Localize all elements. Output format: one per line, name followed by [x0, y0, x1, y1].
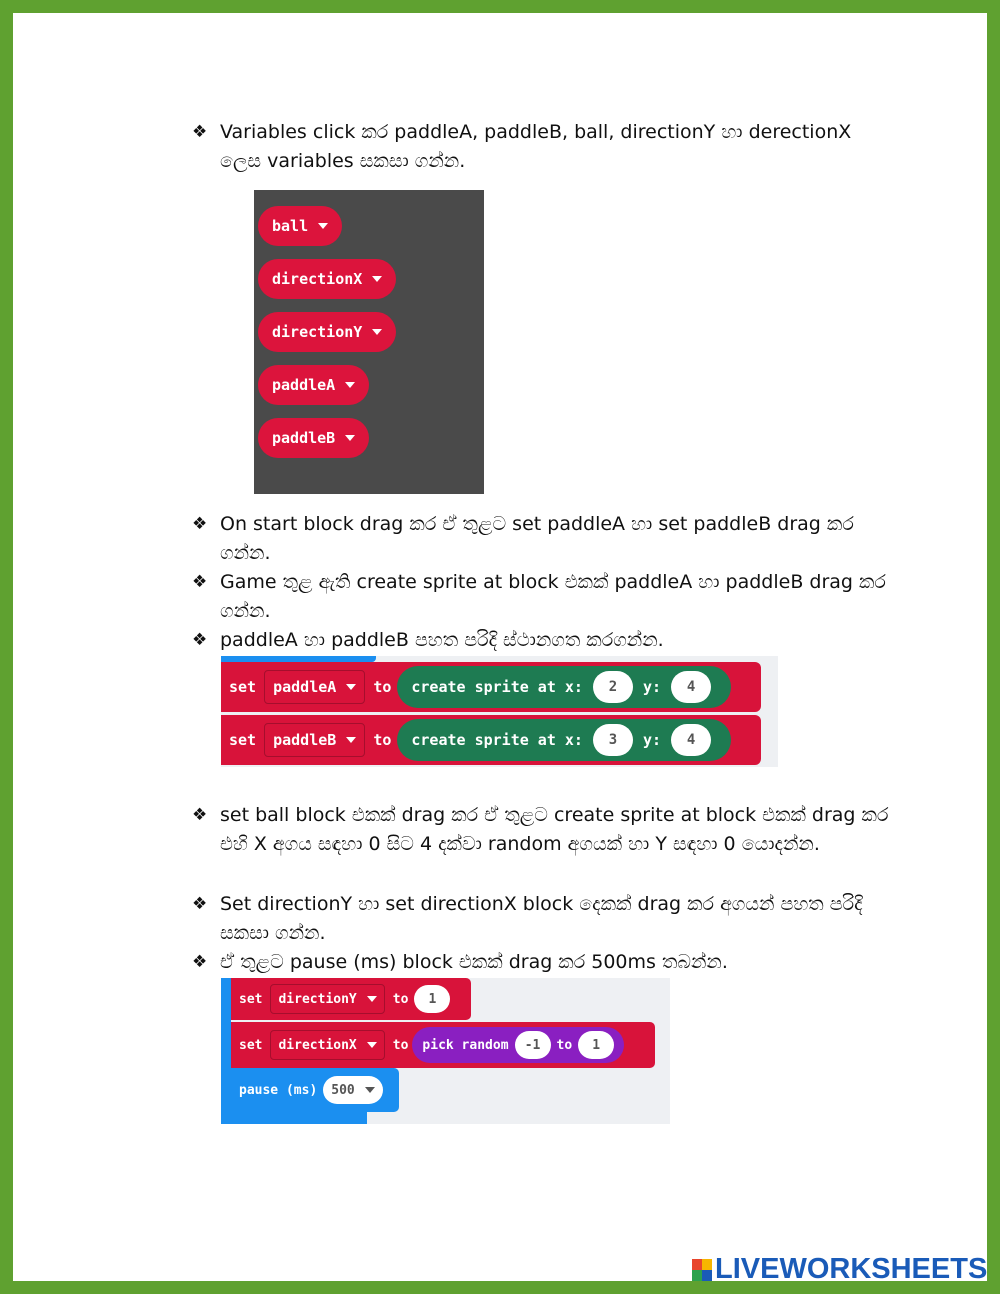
instruction-text: Game තුළ ඇති create sprite at block එකක් paddleA හා paddleB drag කර ගන්න.	[220, 571, 886, 622]
pick-random-block[interactable]: pick random -1 to 1	[412, 1027, 624, 1063]
liveworksheets-logo	[692, 1253, 987, 1286]
variable-paddlea-block[interactable]: paddleA	[258, 365, 369, 405]
dropdown-arrow-icon	[367, 996, 377, 1002]
set-paddleb-block[interactable]: set paddleB to create sprite at x: 3 y: 4	[221, 715, 761, 765]
set-directiony-block[interactable]: set directionY to 1	[231, 978, 471, 1020]
pause-block[interactable]: pause (ms) 500	[231, 1068, 399, 1112]
logo-text: LIVEWORKSHEETS	[715, 1253, 988, 1285]
dropdown-arrow-icon[interactable]	[318, 223, 328, 229]
bullet-icon: ❖	[192, 805, 208, 825]
direction-blocks-panel	[221, 978, 670, 1124]
variable-directionx-block[interactable]: directionX	[258, 259, 396, 299]
instruction-text: set ball block එකක් drag කර ඒ තුළට create sprite at block එකක් drag කර එහි X අගය සඳහා 0 සිට 4 දක්වා random අගයක් හා Y සඳහා 0 යොදන්න.	[220, 804, 889, 855]
logo-icon	[692, 1259, 712, 1281]
dropdown-arrow-icon[interactable]	[372, 276, 382, 282]
dropdown-arrow-icon	[346, 737, 356, 743]
y-value-field[interactable]: 4	[671, 724, 711, 756]
variables-panel	[254, 190, 484, 494]
dropdown-arrow-icon[interactable]	[345, 435, 355, 441]
on-start-block-bottom	[221, 1112, 367, 1124]
variable-dropdown[interactable]: paddleB	[264, 723, 365, 757]
dropdown-arrow-icon[interactable]	[372, 329, 382, 335]
sprite-blocks-panel	[221, 656, 778, 767]
instruction-text: Variables click කර paddleA, paddleB, ball, directionY හා derectionX ලෙස variables සකසා ගන්න.	[220, 121, 852, 172]
instruction-text: paddleA හා paddleB පහත පරිදි ස්ථානගත කරගන්න.	[220, 629, 664, 651]
value-field[interactable]: 1	[414, 985, 450, 1013]
min-value-field[interactable]: -1	[515, 1031, 551, 1059]
variable-dropdown[interactable]: directionX	[270, 1030, 384, 1060]
set-paddlea-block[interactable]: set paddleA to create sprite at x: 2 y: 4	[221, 662, 761, 712]
bullet-icon: ❖	[192, 122, 208, 142]
bullet-icon: ❖	[192, 514, 208, 534]
variable-dropdown[interactable]: paddleA	[264, 670, 365, 704]
dropdown-arrow-icon	[365, 1087, 375, 1093]
variable-directiony-block[interactable]: directionY	[258, 312, 396, 352]
x-value-field[interactable]: 2	[593, 671, 633, 703]
bullet-icon: ❖	[192, 952, 208, 972]
instruction-text: ඒ තුළට pause (ms) block එකක් drag කර 500ms තබන්න.	[220, 951, 728, 973]
bullet-icon: ❖	[192, 894, 208, 914]
bullet-icon: ❖	[192, 572, 208, 592]
dropdown-arrow-icon[interactable]	[345, 382, 355, 388]
max-value-field[interactable]: 1	[578, 1031, 614, 1059]
variable-paddleb-block[interactable]: paddleB	[258, 418, 369, 458]
on-start-block-edge	[221, 978, 231, 1124]
instruction-text: On start block drag කර ඒ තුළට set paddleA හා set paddleB drag කර ගන්න.	[220, 513, 854, 564]
create-sprite-block[interactable]: create sprite at x: 3 y: 4	[397, 719, 731, 761]
set-directionx-block[interactable]: set directionX to pick random -1 to 1	[231, 1022, 655, 1068]
variable-ball-block[interactable]: ball	[258, 206, 342, 246]
variable-dropdown[interactable]: directionY	[270, 984, 384, 1014]
pause-value-dropdown[interactable]: 500	[323, 1076, 382, 1104]
create-sprite-block[interactable]: create sprite at x: 2 y: 4	[397, 666, 731, 708]
dropdown-arrow-icon	[346, 684, 356, 690]
bullet-icon: ❖	[192, 630, 208, 650]
y-value-field[interactable]: 4	[671, 671, 711, 703]
dropdown-arrow-icon	[367, 1042, 377, 1048]
x-value-field[interactable]: 3	[593, 724, 633, 756]
instruction-text: Set directionY හා set directionX block දෙකක් drag කර අගයන් පහත පරිදි සකසා ගන්න.	[220, 893, 863, 944]
